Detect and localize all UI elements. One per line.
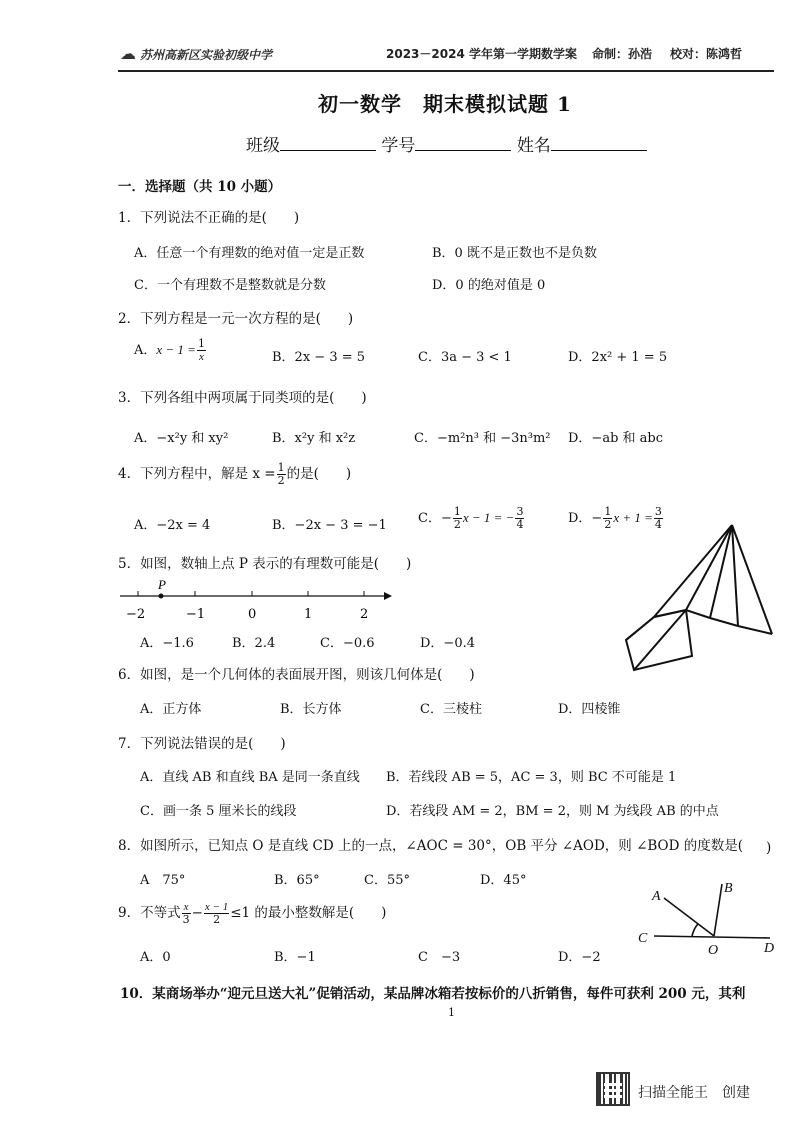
name-field[interactable] — [551, 134, 647, 151]
tick-label: −2 — [126, 607, 146, 622]
question-8: 8．如图所示，已知点 O 是直线 CD 上的一点，∠AOC = 30°，OB 平分 ∠AOD，则 ∠BOD 的度数是( — [118, 838, 744, 854]
q1-option-d: D．0 的绝对值是 0 — [432, 278, 546, 293]
id-label: 学号 — [381, 136, 416, 156]
question-10: 10．某商场举办“迎元旦送大礼”促销活动，某品牌冰箱若按标价的八折销售，每件可获利 200 元，其利 — [120, 986, 746, 1002]
number-line-arrow — [384, 592, 392, 600]
line-cd — [654, 936, 770, 938]
page-title: 初一数学 期末模拟试题 1 — [318, 92, 572, 116]
ray-oa — [664, 898, 714, 936]
label-b: B — [724, 881, 733, 896]
tick-label: 2 — [360, 607, 369, 622]
q5-option-a: A．−1.6 — [140, 636, 194, 651]
label-c: C — [638, 931, 648, 946]
q7-option-c: C．画一条 5 厘米长的线段 — [140, 804, 297, 819]
term-label: 2023－2024 学年第一学期数学案 — [386, 47, 577, 61]
q1-option-b: B．0 既不是正数也不是负数 — [432, 246, 597, 261]
tick-label: −1 — [186, 607, 206, 622]
id-field[interactable] — [415, 134, 511, 151]
pyramid-net-figure — [620, 522, 780, 682]
label-a: A — [652, 889, 661, 904]
q5-option-b: B．2.4 — [232, 636, 276, 651]
q4-option-c: C．− $\frac{1}{2}$ x − 1 = − $\frac{3}{4}$ — [418, 505, 524, 531]
q2-option-b: B．2x − 3 = 5 — [272, 350, 366, 365]
q4-option-b: B．−2x − 3 = −1 — [272, 518, 387, 533]
q2-option-a: A．x − 1 = $\frac{1}{x}$ — [134, 337, 205, 363]
angle-arc — [692, 924, 698, 936]
q9-option-b: B．−1 — [274, 950, 316, 965]
tick-label: 1 — [304, 607, 313, 622]
scanner-brand: 扫描全能王 创建 — [638, 1085, 750, 1101]
section-heading: 一．选择题（共 10 小题） — [118, 179, 282, 195]
page-number: 1 — [448, 1006, 455, 1019]
q5-option-c: C．−0.6 — [320, 636, 375, 651]
angle-figure — [634, 878, 784, 958]
q7-option-d: D．若线段 AM = 2，BM = 2，则 M 为线段 AB 的中点 — [386, 804, 719, 819]
q1-option-a: A．任意一个有理数的绝对值一定是正数 — [134, 246, 365, 261]
q4-option-a: A．−2x = 4 — [134, 518, 211, 533]
q6-option-b: B．长方体 — [280, 702, 342, 717]
q8-option-b: B．65° — [274, 873, 320, 888]
q5-option-d: D．−0.4 — [420, 636, 475, 651]
question-3: 3．下列各组中两项属于同类项的是( ) — [118, 390, 367, 406]
question-1: 1．下列说法不正确的是( ) — [118, 210, 300, 226]
q7-option-a: A．直线 AB 和直线 BA 是同一条直线 — [140, 770, 360, 785]
number-line-figure — [116, 576, 396, 624]
class-label: 班级 — [246, 136, 280, 156]
q8-option-a: A 75° — [140, 873, 186, 888]
q8-option-c: C．55° — [364, 873, 410, 888]
q2-option-d: D．2x² + 1 = 5 — [568, 350, 668, 365]
q8-option-d: D．45° — [480, 873, 527, 888]
q6-option-a: A．正方体 — [140, 702, 202, 717]
point-p-label: P — [158, 577, 166, 592]
q6-option-d: D．四棱锥 — [558, 702, 621, 717]
student-info — [246, 131, 647, 156]
tick-label: 0 — [248, 607, 257, 622]
q2-option-c: C．3a − 3 < 1 — [418, 350, 512, 365]
qr-code-icon — [596, 1072, 630, 1106]
school-name: ☁ 苏州高新区实验初级中学 — [120, 44, 273, 63]
q9-option-c: C −3 — [418, 950, 461, 965]
name-label: 姓名 — [516, 136, 551, 156]
header-divider — [118, 70, 774, 72]
q3-option-c: C．−m²n³ 和 −3n³m² — [414, 431, 551, 446]
q7-option-b: B．若线段 AB = 5，AC = 3，则 BC 不可能是 1 — [386, 770, 677, 785]
q3-option-b: B．x²y 和 x²z — [272, 431, 356, 446]
q1-option-c: C．一个有理数不是整数就是分数 — [134, 278, 326, 293]
question-9: 9．不等式 $\frac{x}{3}$ − $\frac{x - 1}{2}$ ≤1 的最小整数解是( ) — [118, 901, 387, 926]
q9-option-d: D．−2 — [558, 950, 601, 965]
question-2: 2．下列方程是一元一次方程的是( ) — [118, 311, 354, 327]
class-field[interactable] — [280, 134, 376, 151]
question-6: 6．如图，是一个几何体的表面展开图，则该几何体是( ) — [118, 667, 475, 683]
checker-label: 校对：陈鸿哲 — [670, 47, 743, 61]
question-7: 7．下列说法错误的是( ) — [118, 736, 286, 752]
q3-option-d: D．−ab 和 abc — [568, 431, 664, 446]
label-o: O — [708, 943, 719, 958]
question-8-close: ) — [766, 840, 772, 856]
point-p — [159, 594, 164, 599]
question-5: 5．如图，数轴上点 P 表示的有理数可能是( ) — [118, 556, 412, 572]
q4-option-d: D．− $\frac{1}{2}$ x + 1 = $\frac{3}{4}$ — [568, 505, 662, 531]
q3-option-a: A．−x²y 和 xy² — [134, 431, 229, 446]
author-label: 命制：孙浩 — [592, 47, 653, 61]
q6-option-c: C．三棱柱 — [420, 702, 482, 717]
label-d: D — [764, 941, 775, 956]
q9-option-a: A．0 — [140, 950, 171, 965]
question-4: 4．下列方程中，解是 x = $\frac{1}{2}$ 的是( ) — [118, 461, 352, 487]
ray-ob — [714, 884, 722, 936]
